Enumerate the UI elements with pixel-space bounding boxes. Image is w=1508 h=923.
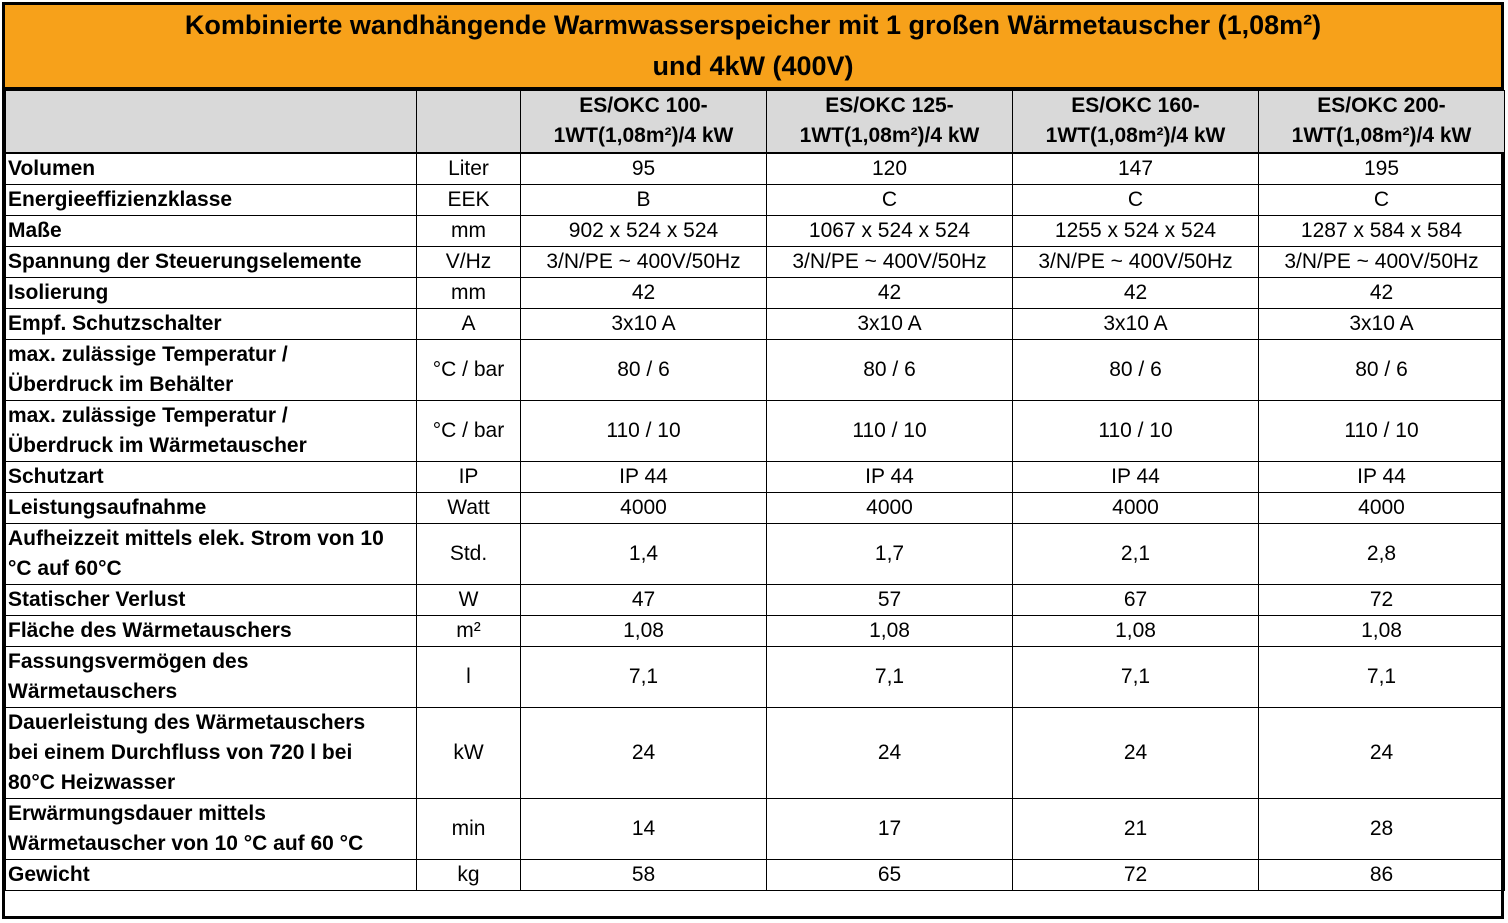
row-label [6,798,417,859]
model-variant: 1WT(1,08m²)/4 kW [1045,124,1226,148]
row-label [6,646,417,707]
row-label-line: Isolierung [8,280,109,304]
row-label-line: Schutzart [8,464,104,488]
value-cell-model-2: 3/N/PE ~ 400V/50Hz [767,246,1013,277]
table-row [6,215,1505,246]
value-cell-model-3: 7,1 [1013,646,1259,707]
value-cell-model-4: 3/N/PE ~ 400V/50Hz [1259,246,1505,277]
value-cell-model-1: 1,08 [521,615,767,646]
row-unit: kW [417,707,521,798]
value-cell-model-2: 65 [767,859,1013,890]
header-row [6,91,1505,153]
value-cell-model-3: 147 [1013,153,1259,185]
value-cell-model-3: 72 [1013,859,1259,890]
value-cell-model-2: 80 / 6 [767,339,1013,400]
row-unit: IP [417,461,521,492]
model-name: ES/OKC 125- [825,94,954,118]
row-label [6,339,417,400]
table-row [6,277,1505,308]
table-row [6,246,1505,277]
model-header-2 [767,91,1013,153]
row-label-line: 80°C Heizwasser [8,770,176,794]
row-unit: °C / bar [417,339,521,400]
value-cell-model-1: IP 44 [521,461,767,492]
value-cell-model-3: 1,08 [1013,615,1259,646]
value-cell-model-4: 42 [1259,277,1505,308]
value-cell-model-4: 80 / 6 [1259,339,1505,400]
value-cell-model-3: 67 [1013,584,1259,615]
spec-table [5,90,1505,891]
row-label [6,308,417,339]
value-cell-model-1: 110 / 10 [521,400,767,461]
row-label [6,859,417,890]
value-cell-model-2: 42 [767,277,1013,308]
row-unit: min [417,798,521,859]
value-cell-model-1: 7,1 [521,646,767,707]
model-name: ES/OKC 200- [1317,94,1446,118]
value-cell-model-4: 1287 x 584 x 584 [1259,215,1505,246]
header-blank-unit [417,91,521,153]
row-unit: V/Hz [417,246,521,277]
value-cell-model-2: 1067 x 524 x 524 [767,215,1013,246]
model-header-4 [1259,91,1505,153]
row-label-line: Aufheizzeit mittels elek. Strom von 10 [8,526,384,550]
model-name: ES/OKC 160- [1071,94,1200,118]
value-cell-model-4: 110 / 10 [1259,400,1505,461]
row-unit: Watt [417,492,521,523]
table-row [6,153,1505,185]
row-unit: kg [417,859,521,890]
row-label-line: Dauerleistung des Wärmetauschers [8,710,366,734]
value-cell-model-1: B [521,184,767,215]
table-row [6,400,1505,461]
row-label-line: Statischer Verlust [8,587,186,611]
model-variant: 1WT(1,08m²)/4 kW [553,124,734,148]
table-row [6,646,1505,707]
spec-table-body [6,153,1505,891]
value-cell-model-3: 42 [1013,277,1259,308]
row-label-line: Wärmetauscher von 10 °C auf 60 °C [8,831,364,855]
value-cell-model-3: C [1013,184,1259,215]
value-cell-model-2: 57 [767,584,1013,615]
model-header-3 [1013,91,1259,153]
row-label [6,184,417,215]
row-label-line: Fassungsvermögen des [8,649,249,673]
value-cell-model-3: 24 [1013,707,1259,798]
value-cell-model-4: 72 [1259,584,1505,615]
value-cell-model-3: 1255 x 524 x 524 [1013,215,1259,246]
value-cell-model-1: 95 [521,153,767,185]
value-cell-model-4: 24 [1259,707,1505,798]
row-label-line: Überdruck im Wärmetauscher [8,433,307,457]
row-label [6,707,417,798]
table-row [6,798,1505,859]
value-cell-model-4: 1,08 [1259,615,1505,646]
table-row [6,308,1505,339]
row-label-line: Energieeffizienzklasse [8,187,233,211]
row-unit: W [417,584,521,615]
value-cell-model-1: 42 [521,277,767,308]
row-label [6,215,417,246]
value-cell-model-1: 14 [521,798,767,859]
model-header-1 [521,91,767,153]
value-cell-model-2: 7,1 [767,646,1013,707]
table-row [6,492,1505,523]
row-unit: mm [417,277,521,308]
value-cell-model-4: 3x10 A [1259,308,1505,339]
value-cell-model-4: IP 44 [1259,461,1505,492]
value-cell-model-3: IP 44 [1013,461,1259,492]
value-cell-model-3: 2,1 [1013,523,1259,584]
row-label [6,615,417,646]
title-line-2: und 4kW (400V) [652,51,854,81]
value-cell-model-3: 110 / 10 [1013,400,1259,461]
row-label-line: Spannung der Steuerungselemente [8,249,362,273]
table-row [6,707,1505,798]
value-cell-model-1: 1,4 [521,523,767,584]
value-cell-model-4: 28 [1259,798,1505,859]
row-label [6,153,417,185]
row-label-line: Volumen [8,156,96,180]
value-cell-model-4: 86 [1259,859,1505,890]
row-label-line: Maße [8,218,62,242]
row-unit: °C / bar [417,400,521,461]
value-cell-model-2: C [767,184,1013,215]
row-label-line: Erwärmungsdauer mittels [8,801,266,825]
row-unit: Std. [417,523,521,584]
row-label-line: bei einem Durchfluss von 720 l bei [8,740,353,764]
row-unit: mm [417,215,521,246]
row-unit: l [417,646,521,707]
value-cell-model-1: 47 [521,584,767,615]
row-label-line: max. zulässige Temperatur / [8,342,288,366]
value-cell-model-1: 4000 [521,492,767,523]
title-line-1: Kombinierte wandhängende Warmwasserspeicher mit 1 großen Wärmetauscher (1,08m²) [184,10,1322,40]
table-row [6,339,1505,400]
row-label [6,492,417,523]
row-label [6,523,417,584]
value-cell-model-2: 110 / 10 [767,400,1013,461]
value-cell-model-2: 4000 [767,492,1013,523]
table-row [6,859,1505,890]
table-row [6,523,1505,584]
value-cell-model-2: 1,08 [767,615,1013,646]
value-cell-model-1: 58 [521,859,767,890]
table-row [6,584,1505,615]
row-label-line: Gewicht [8,862,90,886]
row-label [6,400,417,461]
value-cell-model-1: 3/N/PE ~ 400V/50Hz [521,246,767,277]
table-row [6,615,1505,646]
row-label [6,584,417,615]
row-label-line: Leistungsaufnahme [8,495,207,519]
model-name: ES/OKC 100- [579,94,708,118]
row-label-line: Überdruck im Behälter [8,372,234,396]
value-cell-model-1: 80 / 6 [521,339,767,400]
row-unit: EEK [417,184,521,215]
row-label-line: max. zulässige Temperatur / [8,403,288,427]
table-row [6,184,1505,215]
value-cell-model-1: 3x10 A [521,308,767,339]
value-cell-model-4: 7,1 [1259,646,1505,707]
table-row [6,461,1505,492]
row-label-line: °C auf 60°C [8,556,122,580]
title-bar [5,5,1501,90]
row-unit: A [417,308,521,339]
value-cell-model-4: 195 [1259,153,1505,185]
value-cell-model-2: 1,7 [767,523,1013,584]
value-cell-model-3: 3/N/PE ~ 400V/50Hz [1013,246,1259,277]
value-cell-model-1: 24 [521,707,767,798]
spec-sheet [2,2,1504,919]
value-cell-model-4: C [1259,184,1505,215]
row-label [6,246,417,277]
row-label [6,461,417,492]
value-cell-model-2: 17 [767,798,1013,859]
row-label-line: Empf. Schutzschalter [8,311,222,335]
value-cell-model-3: 21 [1013,798,1259,859]
value-cell-model-3: 4000 [1013,492,1259,523]
value-cell-model-2: 3x10 A [767,308,1013,339]
row-label-line: Fläche des Wärmetauschers [8,618,292,642]
row-unit: Liter [417,153,521,185]
model-variant: 1WT(1,08m²)/4 kW [1291,124,1472,148]
model-variant: 1WT(1,08m²)/4 kW [799,124,980,148]
value-cell-model-3: 3x10 A [1013,308,1259,339]
value-cell-model-4: 4000 [1259,492,1505,523]
row-label-line: Wärmetauschers [8,679,178,703]
row-unit: m² [417,615,521,646]
value-cell-model-2: 120 [767,153,1013,185]
header-blank-label [6,91,417,153]
value-cell-model-3: 80 / 6 [1013,339,1259,400]
value-cell-model-1: 902 x 524 x 524 [521,215,767,246]
value-cell-model-2: IP 44 [767,461,1013,492]
value-cell-model-4: 2,8 [1259,523,1505,584]
value-cell-model-2: 24 [767,707,1013,798]
row-label [6,277,417,308]
